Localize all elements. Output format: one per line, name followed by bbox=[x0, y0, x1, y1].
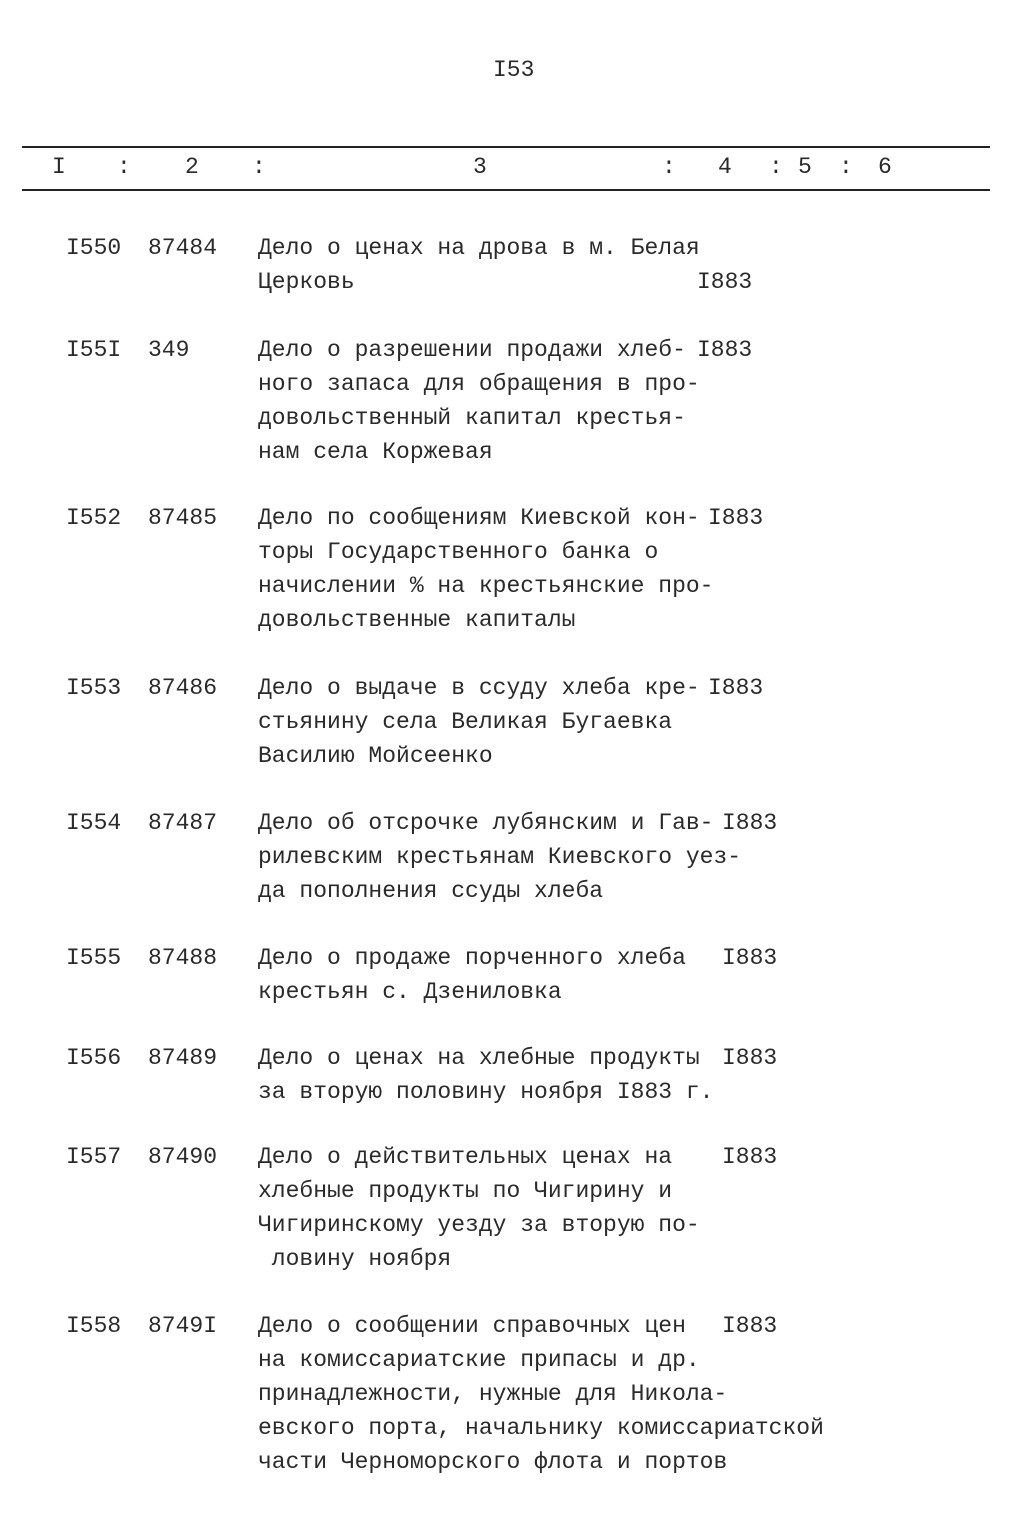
description-line: ного запаса для обращения в про- bbox=[258, 371, 700, 397]
description-line: рилевским крестьянам Киевского уез- bbox=[258, 844, 742, 870]
column-separator: : bbox=[839, 154, 853, 180]
entry-file-code: 87488 bbox=[148, 945, 218, 971]
description-line: начислении % на крестьянские про- bbox=[258, 573, 714, 599]
description-line: Дело об отсрочке лубянским и Гав- bbox=[258, 810, 714, 836]
description-line: Дело о разрешении продажи хлеб- bbox=[258, 337, 686, 363]
entry-file-code: 349 bbox=[148, 337, 190, 363]
entry-year: I883 bbox=[722, 810, 778, 836]
entry-description bbox=[258, 231, 700, 299]
entry-year: I883 bbox=[697, 337, 753, 363]
column-separator: : bbox=[117, 154, 131, 180]
description-line: ловину ноября bbox=[258, 1246, 452, 1272]
entry-year: I883 bbox=[722, 1313, 778, 1339]
description-line: Дело по сообщениям Киевской кон- bbox=[258, 505, 700, 531]
description-line: евского порта, начальнику комиссариатской bbox=[258, 1415, 824, 1441]
description-line: Дело о ценах на дрова в м. Белая bbox=[258, 235, 700, 261]
description-line: части Черноморского флота и портов bbox=[258, 1449, 728, 1475]
column-header-5: 5 bbox=[798, 154, 812, 180]
header-bottom-rule bbox=[22, 189, 990, 191]
description-line: да пополнения ссуды хлеба bbox=[258, 878, 604, 904]
description-line: стьянину села Великая Бугаевка bbox=[258, 709, 673, 735]
entry-number: I554 bbox=[66, 810, 122, 836]
column-header-2: 2 bbox=[185, 154, 199, 180]
entry-number: I55I bbox=[66, 337, 122, 363]
entry-file-code: 87490 bbox=[148, 1144, 218, 1170]
description-line: Церковь bbox=[258, 269, 355, 295]
description-line: торы Государственного банка о bbox=[258, 539, 659, 565]
page-number: I53 bbox=[493, 57, 535, 83]
description-line: Василию Мойсеенко bbox=[258, 743, 493, 769]
entry-number: I557 bbox=[66, 1144, 122, 1170]
description-line: крестьян с. Дзениловка bbox=[258, 979, 562, 1005]
column-header-4: 4 bbox=[718, 154, 732, 180]
description-line: Чигиринскому уезду за вторую по- bbox=[258, 1212, 700, 1238]
header-top-rule bbox=[22, 146, 990, 148]
description-line: довольственный капитал крестья- bbox=[258, 405, 686, 431]
entry-year: I883 bbox=[697, 269, 753, 295]
entry-file-code: 87485 bbox=[148, 505, 218, 531]
entry-number: I556 bbox=[66, 1045, 122, 1071]
entry-file-code: 87486 bbox=[148, 675, 218, 701]
entry-description bbox=[258, 806, 741, 908]
entry-description bbox=[258, 941, 686, 1009]
column-header-6: 6 bbox=[878, 154, 892, 180]
entry-file-code: 87489 bbox=[148, 1045, 218, 1071]
entry-description bbox=[258, 671, 700, 773]
description-line: довольственные капиталы bbox=[258, 607, 576, 633]
description-line: на комиссариатские припасы и др. bbox=[258, 1347, 700, 1373]
entry-file-code: 87484 bbox=[148, 235, 218, 261]
entry-number: I555 bbox=[66, 945, 122, 971]
entry-number: I553 bbox=[66, 675, 122, 701]
entry-file-code: 8749I bbox=[148, 1313, 218, 1339]
entry-number: I558 bbox=[66, 1313, 122, 1339]
entry-description bbox=[258, 1140, 700, 1276]
entry-file-code: 87487 bbox=[148, 810, 218, 836]
description-line: Дело о ценах на хлебные продукты bbox=[258, 1045, 700, 1071]
entry-year: I883 bbox=[708, 505, 764, 531]
entry-number: I550 bbox=[66, 235, 122, 261]
entry-description bbox=[258, 1041, 713, 1109]
description-line: хлебные продукты по Чигирину и bbox=[258, 1178, 673, 1204]
column-header-3: 3 bbox=[473, 154, 487, 180]
description-line: Дело о выдаче в ссуду хлеба кре- bbox=[258, 675, 700, 701]
column-separator: : bbox=[662, 154, 676, 180]
entry-number: I552 bbox=[66, 505, 122, 531]
column-header-1: I bbox=[52, 154, 66, 180]
entry-description bbox=[258, 333, 700, 469]
description-line: Дело о действительных ценах на bbox=[258, 1144, 673, 1170]
description-line: за вторую половину ноября I883 г. bbox=[258, 1079, 714, 1105]
column-separator: : bbox=[769, 154, 783, 180]
entry-year: I883 bbox=[722, 1045, 778, 1071]
entry-year: I883 bbox=[722, 1144, 778, 1170]
description-line: нам села Коржевая bbox=[258, 439, 493, 465]
description-line: принадлежности, нужные для Никола- bbox=[258, 1381, 728, 1407]
description-line: Дело о сообщении справочных цен bbox=[258, 1313, 686, 1339]
description-line: Дело о продаже порченного хлеба bbox=[258, 945, 686, 971]
entry-description bbox=[258, 501, 713, 637]
entry-year: I883 bbox=[708, 675, 764, 701]
entry-year: I883 bbox=[722, 945, 778, 971]
column-separator: : bbox=[252, 154, 266, 180]
